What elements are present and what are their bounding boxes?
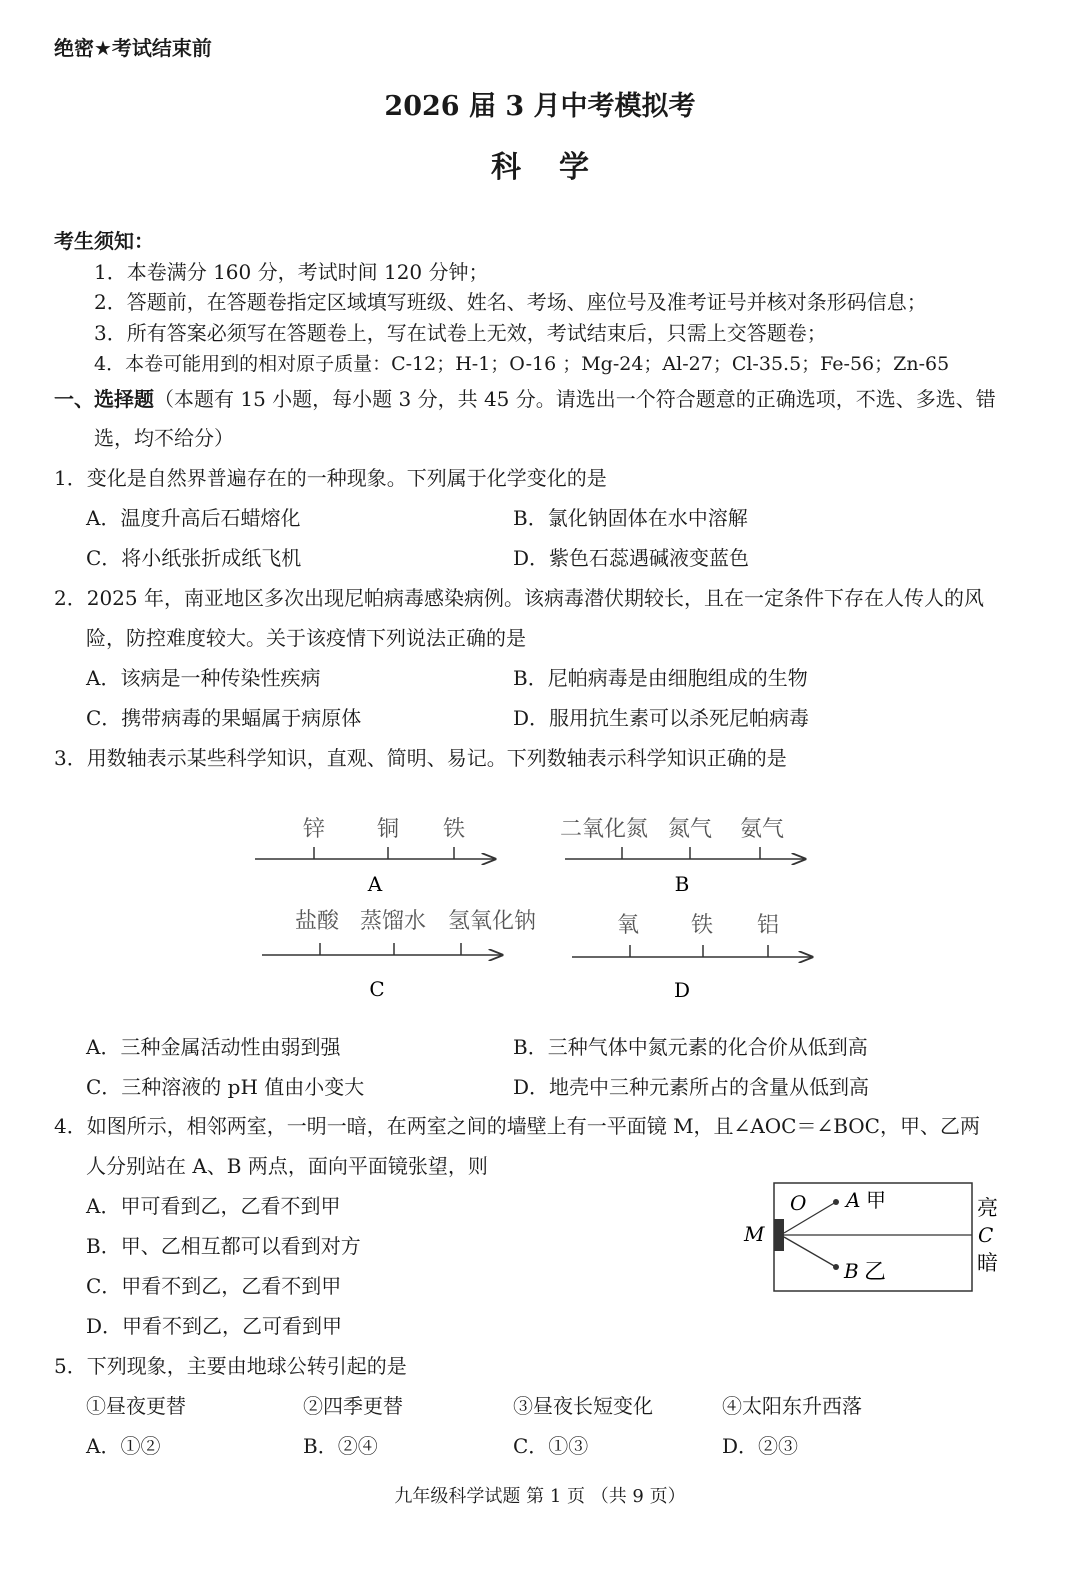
subject-title: 科学 xyxy=(491,150,627,185)
axis-c-caption: C xyxy=(369,977,385,1001)
section-desc-cont: 选，均不给分） xyxy=(94,426,234,450)
axis-d-caption: D xyxy=(673,978,691,1002)
q2-option-c: C．携带病毒的果蝠属于病原体 xyxy=(86,706,362,730)
axis-c-label: 盐酸 xyxy=(294,909,340,934)
q3-option-b: B．三种气体中氮元素的化合价从低到高 xyxy=(513,1035,868,1059)
q3-option-c: C．三种溶液的 pH 值由小变大 xyxy=(86,1075,365,1099)
q2-stem-cont: 险，防控难度较大。关于该疫情下列说法正确的是 xyxy=(86,626,526,650)
q4-stem-cont: 人分别站在 A、B 两点，面向平面镜张望，则 xyxy=(86,1154,488,1178)
axis-b-label: 二氧化氮 xyxy=(559,817,649,842)
axis-a-label: 铜 xyxy=(376,817,400,842)
q2-stem: 2．2025 年，南亚地区多次出现尼帕病毒感染病例。该病毒潜伏期较长，且在一定条件下存在人传人的风 xyxy=(54,586,984,610)
q2-option-b: B．尼帕病毒是由细胞组成的生物 xyxy=(513,666,808,690)
q4-option-b: B．甲、乙相互都可以看到对方 xyxy=(86,1234,361,1258)
axis-c-label: 蒸馏水 xyxy=(359,909,427,934)
q3-option-a: A．三种金属活动性由弱到强 xyxy=(86,1035,341,1059)
label-c: C xyxy=(978,1223,994,1247)
q5-option-c: C．①③ xyxy=(513,1434,589,1458)
q3-option-d: D．地壳中三种元素所占的含量从低到高 xyxy=(513,1075,870,1099)
axis-c-label: 氢氧化钠 xyxy=(447,909,537,934)
axis-b-label: 氮气 xyxy=(667,817,713,842)
q1-option-a: A．温度升高后石蜡熔化 xyxy=(86,506,301,530)
q1-option-c: C．将小纸张折成纸飞机 xyxy=(86,546,302,570)
exam-title: 2026 届 3 月中考模拟考 xyxy=(384,91,696,122)
number-axes-figure xyxy=(0,800,1080,1010)
q4-stem: 4．如图所示，相邻两室，一明一暗，在两室之间的墙壁上有一平面镜 M，且∠AOC＝∠BOC，甲、乙两 xyxy=(54,1114,980,1138)
q5-item: ④太阳东升西落 xyxy=(722,1394,862,1418)
axis-d-label: 铁 xyxy=(690,913,714,938)
axis-b-label: 氨气 xyxy=(739,817,785,842)
mirror xyxy=(774,1219,784,1251)
label-b: B xyxy=(844,1259,859,1283)
axis-a xyxy=(255,817,495,896)
notice-item: 4．本卷可能用到的相对原子质量：C-12；H-1；O-16 ；Mg-24；Al-27；Cl-35.5；Fe-56；Zn-65 xyxy=(94,353,950,375)
label-a: A xyxy=(846,1188,861,1212)
page-footer: 九年级科学试题 第 1 页 （共 9 页） xyxy=(394,1486,686,1507)
axis-a-label: 铁 xyxy=(442,817,466,842)
label-jia: 甲 xyxy=(866,1188,886,1212)
label-o: O xyxy=(790,1191,807,1215)
label-m: M xyxy=(744,1222,765,1246)
label-dark: 暗 xyxy=(977,1251,998,1275)
q5-item: ③昼夜长短变化 xyxy=(513,1394,653,1418)
q4-option-d: D．甲看不到乙，乙可看到甲 xyxy=(86,1314,343,1338)
section-label: 一、选择题 xyxy=(54,387,154,411)
notice-item: 1．本卷满分 160 分，考试时间 120 分钟； xyxy=(94,260,489,284)
section-desc: （本题有 15 小题，每小题 3 分，共 45 分。请选出一个符合题意的正确选项，不选、多选、错 xyxy=(154,387,996,411)
label-yi: 乙 xyxy=(864,1260,887,1285)
q3-stem: 3．用数轴表示某些科学知识，直观、简明、易记。下列数轴表示科学知识正确的是 xyxy=(54,746,787,770)
axis-d-label: 铝 xyxy=(756,913,780,938)
q2-option-a: A．该病是一种传染性疾病 xyxy=(86,666,321,690)
notice-item: 2．答题前，在答题卷指定区域填写班级、姓名、考场、座位号及准考证号并核对条形码信息； xyxy=(94,290,927,314)
axis-a-caption: A xyxy=(367,872,383,896)
q5-option-a: A．①② xyxy=(86,1434,161,1458)
q2-option-d: D．服用抗生素可以杀死尼帕病毒 xyxy=(513,706,810,730)
point-a xyxy=(833,1199,839,1205)
notice-item: 3．所有答案必须写在答题卷上，写在试卷上无效，考试结束后，只需上交答题卷； xyxy=(94,321,827,345)
axis-b xyxy=(560,817,805,896)
axis-d xyxy=(572,913,812,1002)
axis-a-label: 锌 xyxy=(302,817,326,842)
q4-option-a: A．甲可看到乙，乙看不到甲 xyxy=(86,1194,341,1218)
q5-item: ②四季更替 xyxy=(303,1394,403,1418)
axis-d-label: 氧 xyxy=(616,913,640,938)
q1-option-d: D．紫色石蕊遇碱液变蓝色 xyxy=(513,546,750,570)
q1-option-b: B．氯化钠固体在水中溶解 xyxy=(513,506,748,530)
q5-option-d: D．②③ xyxy=(722,1434,799,1458)
mirror-room-figure xyxy=(740,1175,1020,1300)
point-b xyxy=(833,1264,839,1270)
section-heading xyxy=(54,385,996,413)
q4-option-c: C．甲看不到乙，乙看不到甲 xyxy=(86,1274,342,1298)
q5-stem: 5．下列现象，主要由地球公转引起的是 xyxy=(54,1354,407,1378)
q1-stem: 1．变化是自然界普遍存在的一种现象。下列属于化学变化的是 xyxy=(54,466,607,490)
axis-c xyxy=(262,909,536,1001)
axis-b-caption: B xyxy=(674,872,690,896)
label-bright: 亮 xyxy=(977,1196,998,1220)
notice-heading: 考生须知： xyxy=(54,229,154,253)
confidential-label: 绝密★考试结束前 xyxy=(54,36,212,60)
q5-item: ①昼夜更替 xyxy=(86,1394,186,1418)
q5-option-b: B．②④ xyxy=(303,1434,378,1458)
